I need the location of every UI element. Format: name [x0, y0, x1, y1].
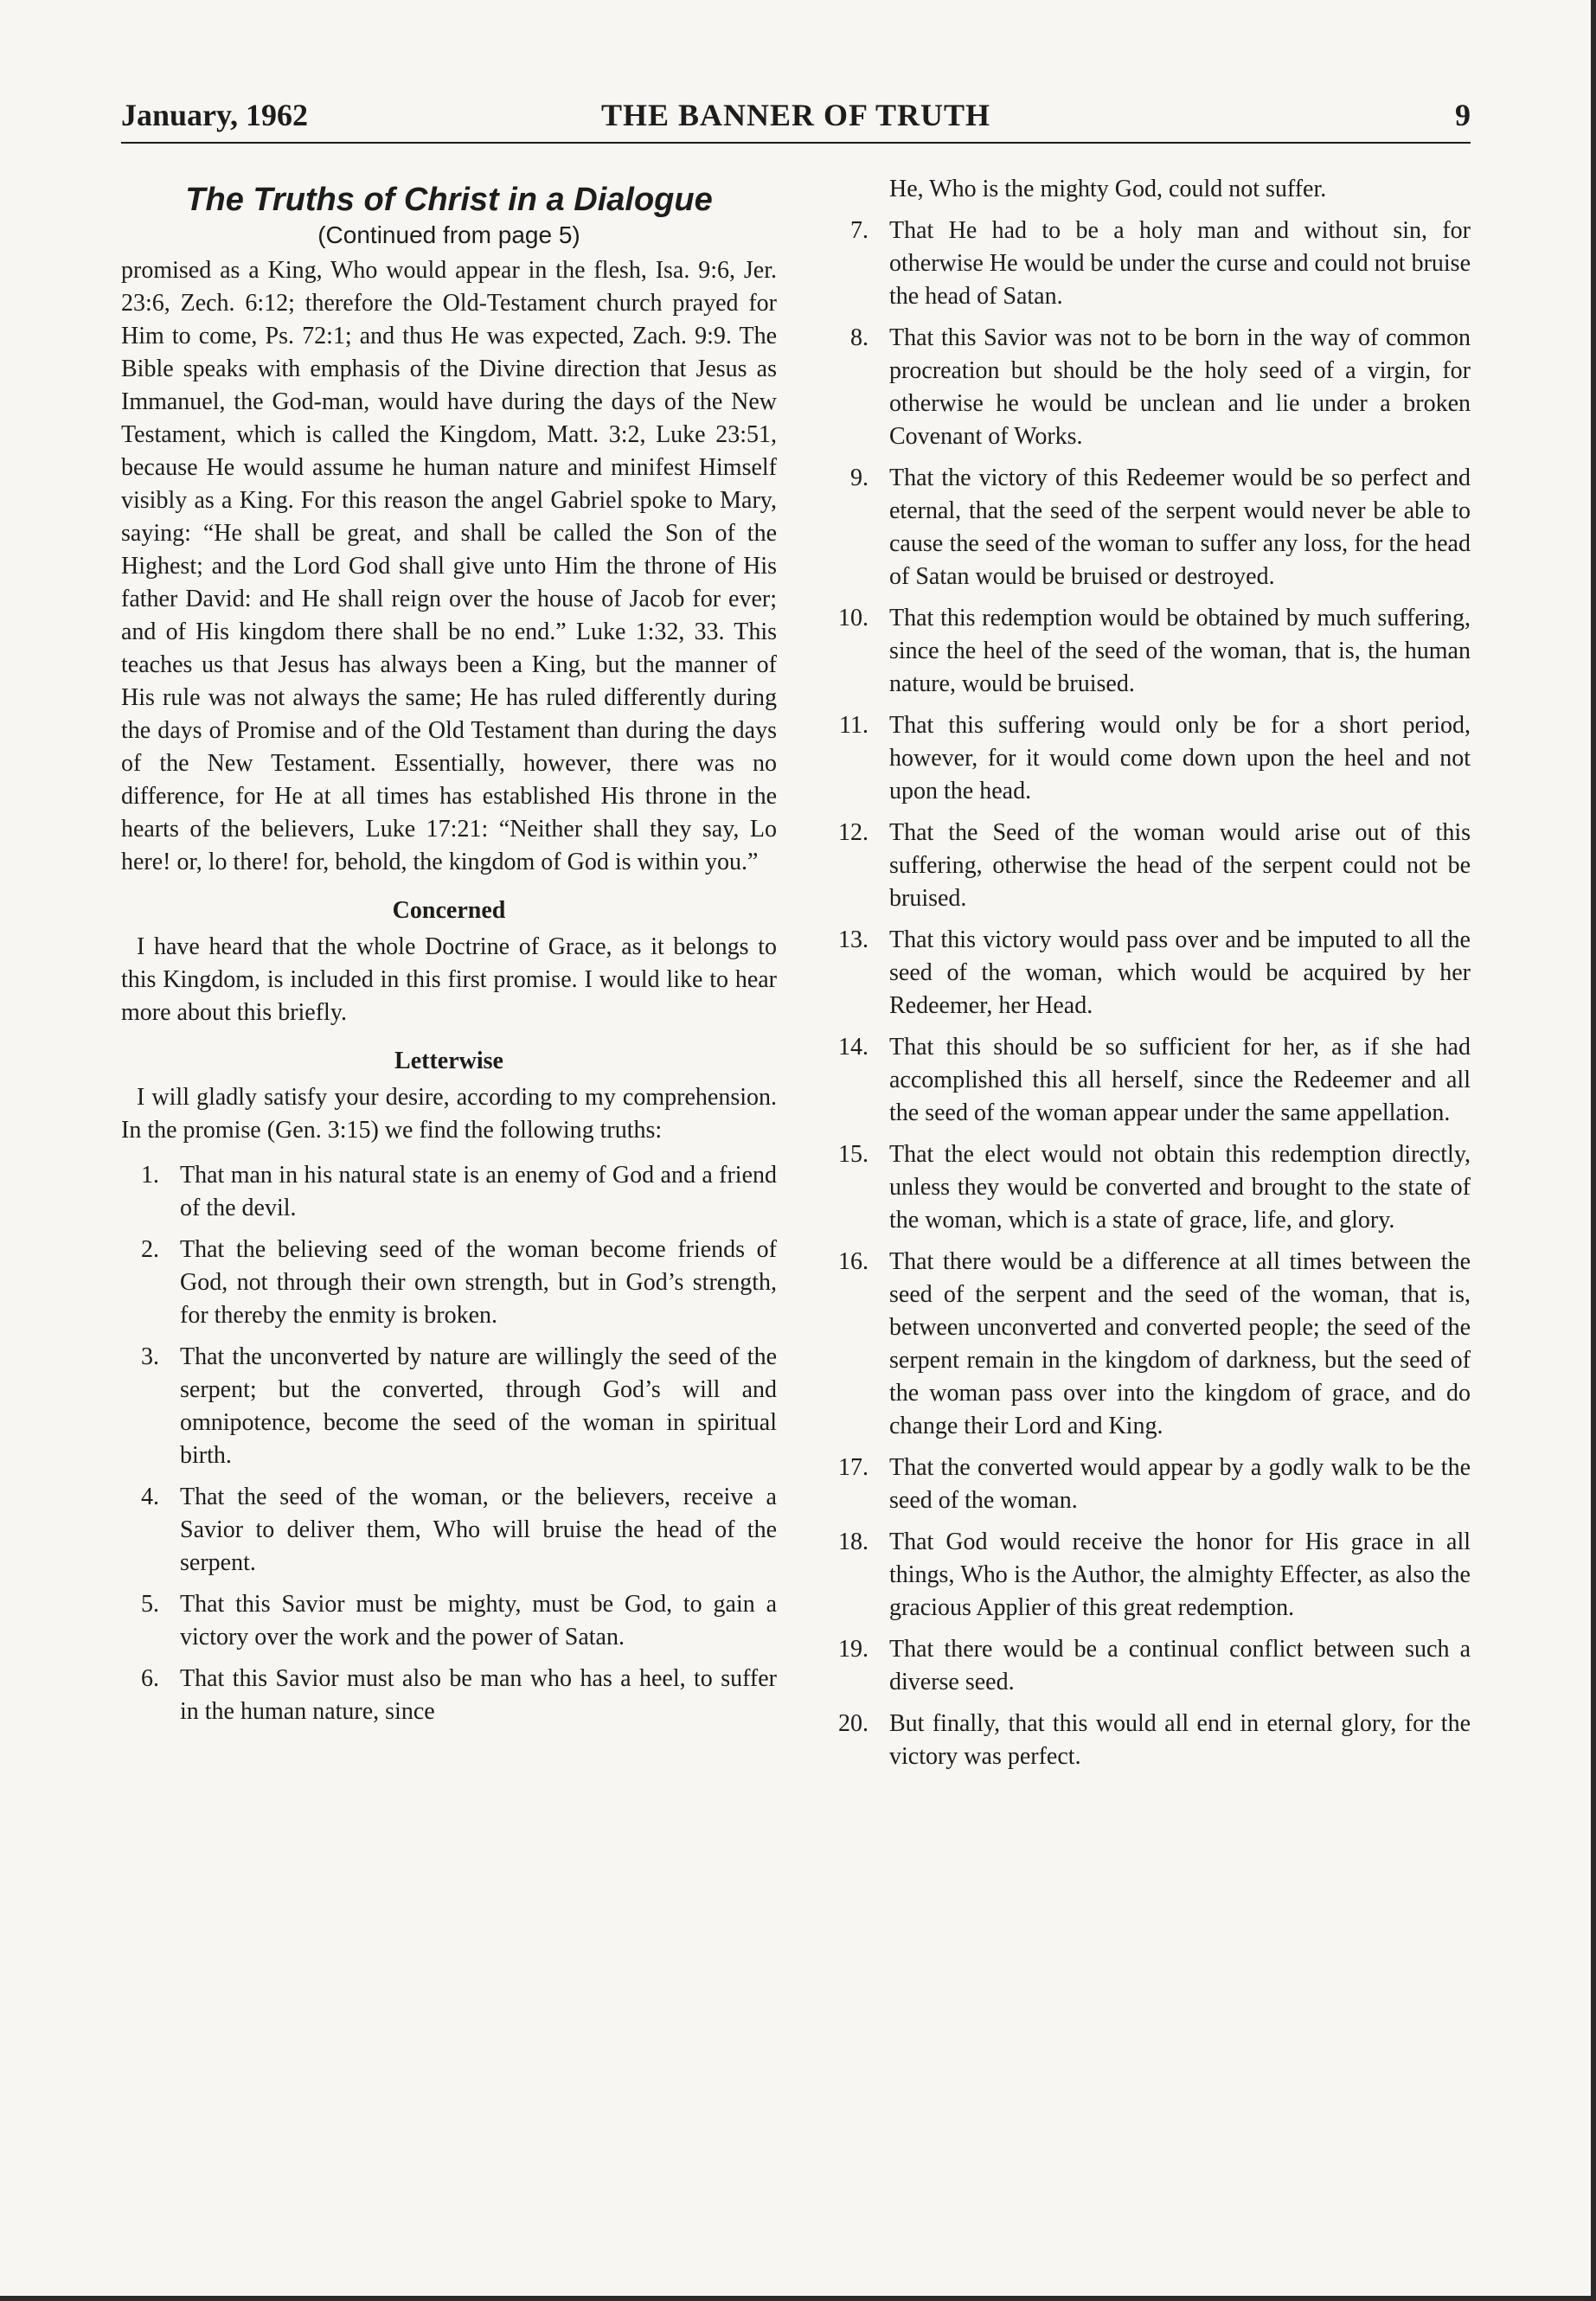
truth-text: That this Savior must also be man who has a heel, to suffer in the human nature, since — [180, 1665, 777, 1725]
truth-number: 4. — [141, 1484, 159, 1510]
truth-item — [830, 322, 1471, 453]
truth-number: 3. — [141, 1343, 159, 1370]
truth-item — [830, 1526, 1471, 1625]
truth-item — [830, 1633, 1471, 1699]
truth-text: That this redemption would be obtained by much suffering, since the heel of the seed of the woman, that is, the human nature, would be bruised. — [889, 605, 1471, 697]
truth-item — [121, 1341, 777, 1472]
truth-item — [830, 1708, 1471, 1773]
truth-number: 18. — [838, 1529, 869, 1555]
truth-text: That man in his natural state is an enemy of God and a friend of the devil. — [180, 1162, 777, 1221]
truth-text: That this should be so sufficient for her, as if she had accomplished this all herself, since the Redeemer and all the seed of the woman appear under the same appellation. — [889, 1034, 1471, 1126]
truth-text: That the believing seed of the woman become friends of God, not through their own strength, but in God’s strength, for thereby the enmity is broken. — [180, 1236, 777, 1329]
truth-number: 6. — [141, 1665, 159, 1692]
truth-number: 20. — [838, 1710, 869, 1737]
truth-number: 10. — [838, 605, 869, 631]
truth-text: That this Savior was not to be born in the way of common procreation but should be the holy seed of a virgin, for otherwise he would be unclean and lie under a broken Covenant of Works. — [889, 324, 1471, 450]
letterwise-heading: Letterwise — [394, 1048, 503, 1074]
truth-item — [830, 1138, 1471, 1237]
truth-text: That this suffering would only be for a short period, however, for it would come down upon the heel and not upon the head. — [889, 712, 1471, 804]
truth-item — [121, 1159, 777, 1225]
truth-text: That there would be a continual conflict between such a diverse seed. — [889, 1636, 1471, 1695]
truth-item — [830, 817, 1471, 915]
truth-text: That God would receive the honor for His grace in all things, Who is the Author, the almighty Effecter, as also the gracious Applier of this great redemption. — [889, 1529, 1471, 1621]
truth-item — [830, 1031, 1471, 1130]
truth-item — [830, 924, 1471, 1022]
truth-text: That this Savior must be mighty, must be God, to gain a victory over the work and the power of Satan. — [180, 1591, 777, 1650]
truth-item — [830, 462, 1471, 593]
truth-text: That the converted would appear by a godly walk to be the seed of the woman. — [889, 1454, 1471, 1514]
truth-number: 13. — [838, 926, 869, 953]
truth-number: 15. — [838, 1141, 869, 1168]
truth-item — [830, 1452, 1471, 1517]
publication-title: THE BANNER OF TRUTH — [600, 98, 991, 132]
truth-number: 1. — [141, 1162, 159, 1189]
truth-number: 5. — [141, 1591, 159, 1618]
page-edge-bottom — [0, 2296, 1596, 2301]
issue-date: January, 1962 — [121, 98, 309, 132]
truth-item — [121, 1481, 777, 1580]
truth-number: 19. — [838, 1636, 869, 1663]
truth-number: 17. — [838, 1454, 869, 1481]
truth-number: 12. — [838, 819, 869, 846]
truth-item — [830, 709, 1471, 808]
truth-item — [121, 1588, 777, 1654]
truth-text: That the victory of this Redeemer would be so perfect and eternal, that the seed of the serpent would never be able to cause the seed of the woman to suffer any loss, for the head of Satan would be bruised or destroyed. — [889, 465, 1471, 590]
truth-number: 16. — [838, 1248, 869, 1275]
page-edge — [1591, 0, 1596, 2301]
truth-text: That there would be a difference at all times between the seed of the serpent and the seed of the woman, that is, between unconverted and converted people; the seed of the serpent remain in the kingdom of darkness, but the seed of the woman pass over into the kingdom of grace, and do change their Lord and King. — [889, 1248, 1471, 1439]
article-title: The Truths of Christ in a Dialogue — [185, 182, 713, 218]
concerned-text: I have heard that the whole Doctrine of Grace, as it belongs to this Kingdom, is included in this first promise. I would like to hear more about this briefly. — [121, 933, 777, 1026]
truth-item — [830, 602, 1471, 701]
truth-number: 9. — [850, 465, 869, 491]
concerned-heading: Concerned — [392, 897, 506, 924]
left-column — [121, 173, 777, 1737]
truth-text: But finally, that this would all end in eternal glory, for the victory was perfect. — [889, 1710, 1471, 1770]
truth-number: 7. — [850, 217, 869, 244]
truth-item — [830, 215, 1471, 313]
truths-list-right — [830, 215, 1471, 1773]
truth-item — [830, 1246, 1471, 1443]
truth-number: 11. — [839, 712, 869, 739]
truth-number: 14. — [838, 1034, 869, 1061]
truth-text: That the elect would not obtain this redemption directly, unless they would be converted and brought to the state of the woman, which is a state of grace, life, and glory. — [889, 1141, 1471, 1234]
truth-text: That He had to be a holy man and without sin, for otherwise He would be under the curse and could not bruise the head of Satan. — [889, 217, 1471, 310]
running-header — [121, 93, 1471, 144]
page-number: 9 — [1455, 98, 1471, 132]
truths-list-left — [121, 1159, 777, 1728]
right-column — [830, 173, 1471, 1782]
intro-paragraph: promised as a King, Who would appear in the flesh, Isa. 9:6, Jer. 23:6, Zech. 6:12; therefore the Old-Testament church prayed for Him to come, Ps. 72:1; and thus He was expected, Zach. 9:9. The Bible speaks with emphasis of the Divine direction that Jesus as Immanuel, the God-man, would have during the days of the New Testament, which is called the Kingdom, Matt. 3:2, Luke 23:51, because He would assume he human nature and minifest Himself visibly as a King. For this reason the angel Gabriel spoke to Mary, saying: “He shall be great, and shall be called the Son of the Highest; and the Lord God shall give unto Him the throne of His father David: and He shall reign over the house of Jacob for ever; and of His kingdom there shall be no end.” Luke 1:32, 33. This teaches us that Jesus has always been a King, but the manner of His rule was not always the same; He has ruled differently during the days of Promise and of the Old Testament than during the days of the New Testament. Essentially, however, there was no difference, for He at all times has established His throne in the hearts of the believers, Luke 17:21: “Neither shall they say, Lo here! or, lo there! for, behold, the kingdom of God is within you.” — [121, 257, 777, 875]
truth-item — [121, 1663, 777, 1728]
truth-item — [121, 1234, 777, 1332]
truth-text: That the Seed of the woman would arise out of this suffering, otherwise the head of the serpent could not be bruised. — [889, 819, 1471, 912]
truth-number: 8. — [850, 324, 869, 351]
truth-text: That this victory would pass over and be imputed to all the seed of the woman, which would be acquired by her Redeemer, her Head. — [889, 926, 1471, 1019]
truth-text: That the unconverted by nature are willingly the seed of the serpent; but the converted, through God’s will and omnipotence, become the seed of the woman in spiritual birth. — [180, 1343, 777, 1469]
truth-text: That the seed of the woman, or the believers, receive a Savior to deliver them, Who will bruise the head of the serpent. — [180, 1484, 777, 1576]
continued-note: (Continued from page 5) — [317, 221, 580, 248]
truth-number: 2. — [141, 1236, 159, 1263]
letterwise-text: I will gladly satisfy your desire, according to my comprehension. In the promise (Gen. 3:15) we find the following truths: — [121, 1084, 777, 1144]
truth-6-continuation: He, Who is the mighty God, could not suffer. — [889, 176, 1327, 202]
